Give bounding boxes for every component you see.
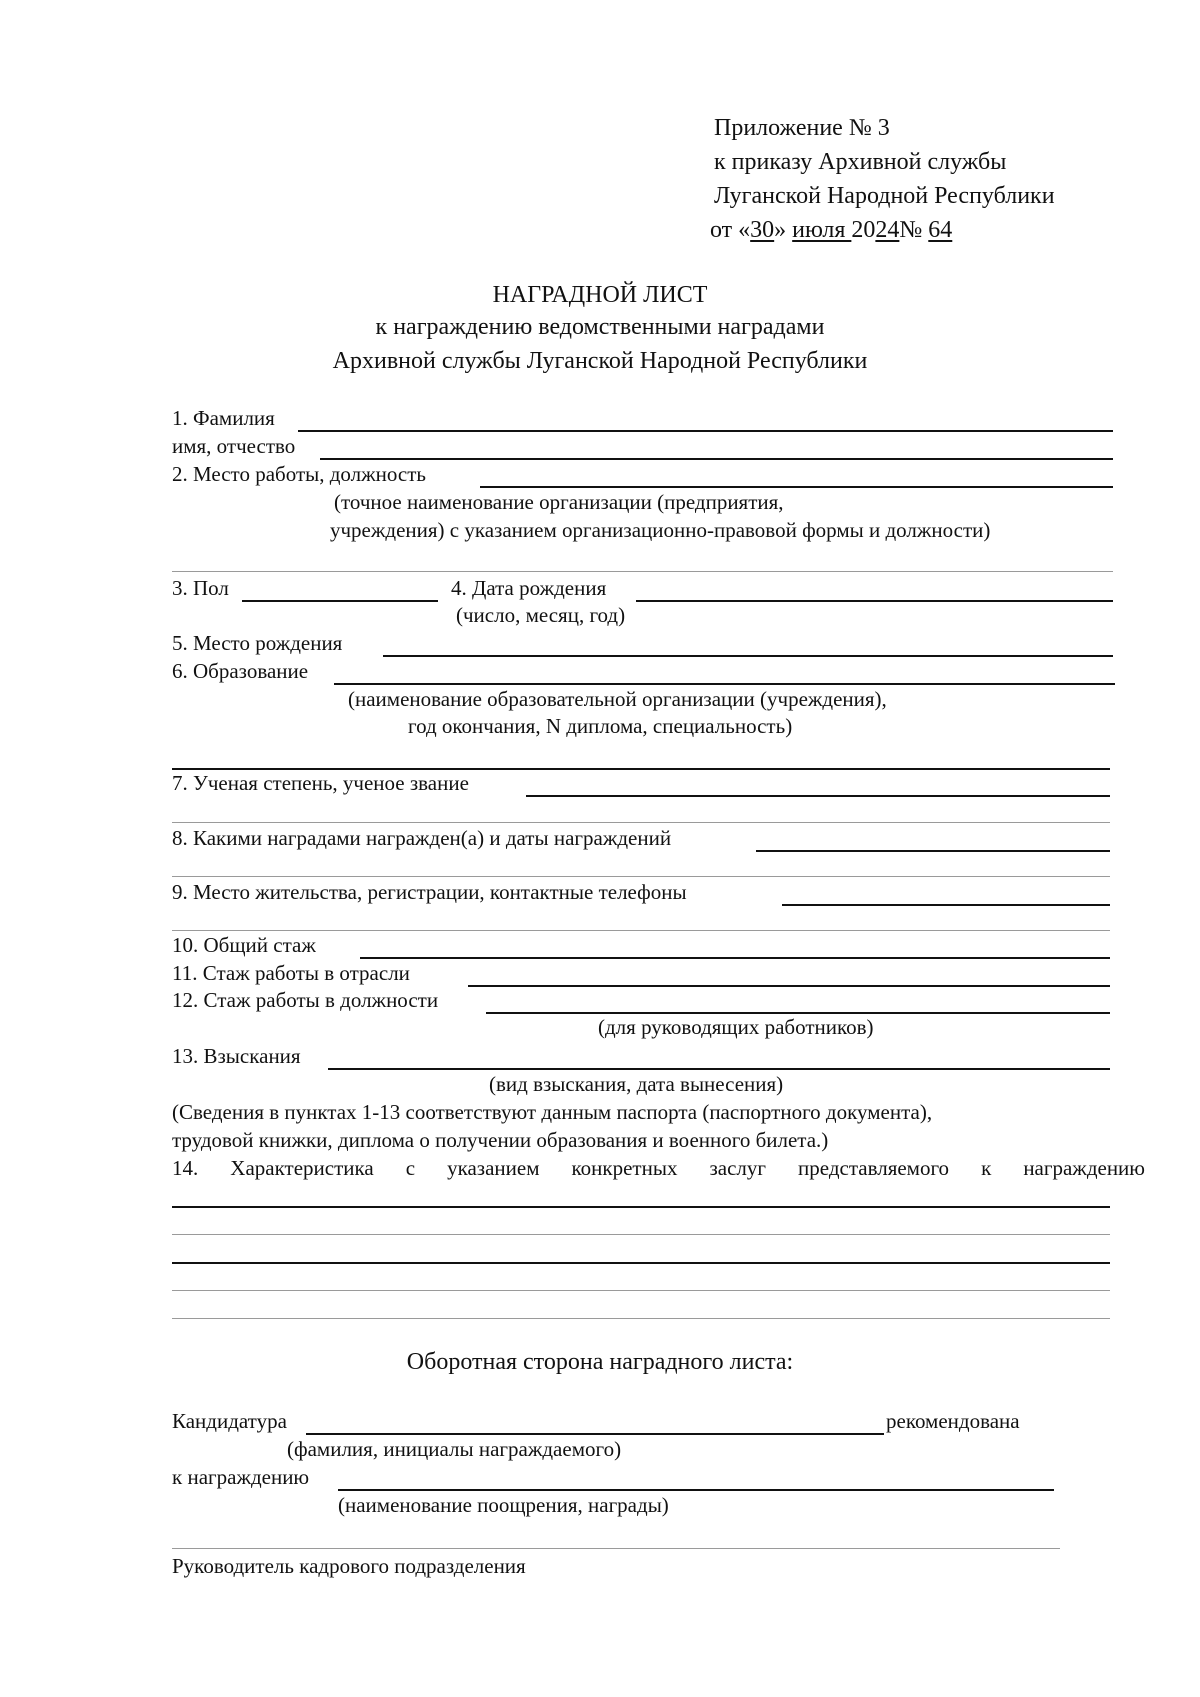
degree-field[interactable] — [526, 795, 1110, 797]
workplace-field[interactable] — [480, 486, 1113, 488]
to-award-label: к награждению — [172, 1465, 310, 1489]
awards-field-continuation[interactable] — [172, 876, 1110, 877]
document-subtitle-2: Архивной службы Луганской Народной Республики — [332, 348, 868, 374]
total-exp-label: 10. Общий стаж — [172, 933, 316, 957]
birthplace-label: 5. Место рождения — [172, 631, 343, 655]
candidacy-field[interactable] — [306, 1433, 884, 1435]
birthdate-hint: (число, месяц, год) — [456, 603, 626, 627]
industry-exp-field[interactable] — [468, 985, 1110, 987]
signature-line[interactable] — [172, 1548, 1060, 1549]
candidacy-hint: (фамилия, инициалы награждаемого) — [287, 1437, 622, 1461]
to-award-hint: (наименование поощрения, награды) — [338, 1493, 669, 1517]
document-title: НАГРАДНОЙ ЛИСТ — [492, 282, 708, 308]
characteristic-field-2[interactable] — [172, 1234, 1110, 1235]
awards-field[interactable] — [756, 850, 1110, 852]
sex-field[interactable] — [242, 600, 438, 602]
birthdate-label: 4. Дата рождения — [451, 576, 607, 600]
surname-label: 1. Фамилия — [172, 406, 275, 430]
education-hint-1: (наименование образовательной организации (учреждения), — [348, 687, 887, 711]
sex-label: 3. Пол — [172, 576, 229, 600]
workplace-label: 2. Место работы, должность — [172, 462, 426, 486]
position-exp-hint: (для руководящих работников) — [598, 1015, 874, 1039]
reverse-side-title: Оборотная сторона наградного листа: — [406, 1349, 794, 1375]
appendix-order-ref: к приказу Архивной службы — [714, 149, 1007, 175]
degree-field-continuation[interactable] — [172, 822, 1110, 823]
education-field-continuation[interactable] — [172, 768, 1110, 770]
order-number: 64 — [928, 217, 953, 243]
workplace-hint-1: (точное наименование организации (предприятия, — [334, 490, 784, 514]
hr-head-label: Руководитель кадрового подразделения — [172, 1554, 526, 1578]
document-subtitle-1: к награждению ведомственными наградами — [375, 314, 825, 340]
characteristic-label: 14. Характеристика с указанием конкретных заслуг представляемого к награждению — [172, 1156, 1145, 1180]
total-exp-field[interactable] — [360, 957, 1110, 959]
characteristic-field-5[interactable] — [172, 1318, 1110, 1319]
appendix-date: от «30» июля 2024№ 64 — [710, 217, 953, 243]
workplace-hint-2: учреждения) с указанием организационно-правовой формы и должности) — [330, 518, 991, 542]
candidacy-label: Кандидатура — [172, 1409, 287, 1433]
surname-field[interactable] — [298, 430, 1113, 432]
appendix-republic: Луганской Народной Республики — [714, 183, 1055, 209]
penalties-label: 13. Взыскания — [172, 1044, 301, 1068]
education-hint-2: год окончания, N диплома, специальность) — [408, 714, 793, 738]
appendix-number: Приложение № 3 — [714, 115, 890, 141]
order-month: июля — [792, 217, 852, 243]
education-field[interactable] — [334, 683, 1115, 685]
residence-field[interactable] — [782, 904, 1110, 906]
penalties-field[interactable] — [328, 1068, 1110, 1070]
to-award-field[interactable] — [338, 1489, 1054, 1491]
residence-field-continuation[interactable] — [172, 930, 1110, 931]
characteristic-field-4[interactable] — [172, 1290, 1110, 1291]
degree-label: 7. Ученая степень, ученое звание — [172, 771, 469, 795]
position-exp-field[interactable] — [486, 1012, 1110, 1014]
position-exp-label: 12. Стаж работы в должности — [172, 988, 439, 1012]
residence-label: 9. Место жительства, регистрации, контактные телефоны — [172, 880, 687, 904]
penalties-hint: (вид взыскания, дата вынесения) — [489, 1072, 784, 1096]
awards-label: 8. Какими наградами награжден(а) и даты награждений — [172, 826, 672, 850]
order-day: 30 — [750, 217, 775, 243]
birthplace-field[interactable] — [383, 655, 1113, 657]
recommended-label: рекомендована — [886, 1409, 1020, 1433]
order-year: 24 — [875, 217, 900, 243]
characteristic-field-3[interactable] — [172, 1262, 1110, 1264]
info-note-2: трудовой книжки, диплома о получении образования и военного билета.) — [172, 1128, 829, 1152]
characteristic-field-1[interactable] — [172, 1206, 1110, 1208]
name-field[interactable] — [320, 458, 1113, 460]
workplace-field-continuation[interactable] — [172, 571, 1113, 572]
name-label: имя, отчество — [172, 434, 296, 458]
industry-exp-label: 11. Стаж работы в отрасли — [172, 961, 410, 985]
birthdate-field[interactable] — [636, 600, 1113, 602]
education-label: 6. Образование — [172, 659, 309, 683]
info-note-1: (Сведения в пунктах 1-13 соответствуют данным паспорта (паспортного документа), — [172, 1100, 933, 1124]
